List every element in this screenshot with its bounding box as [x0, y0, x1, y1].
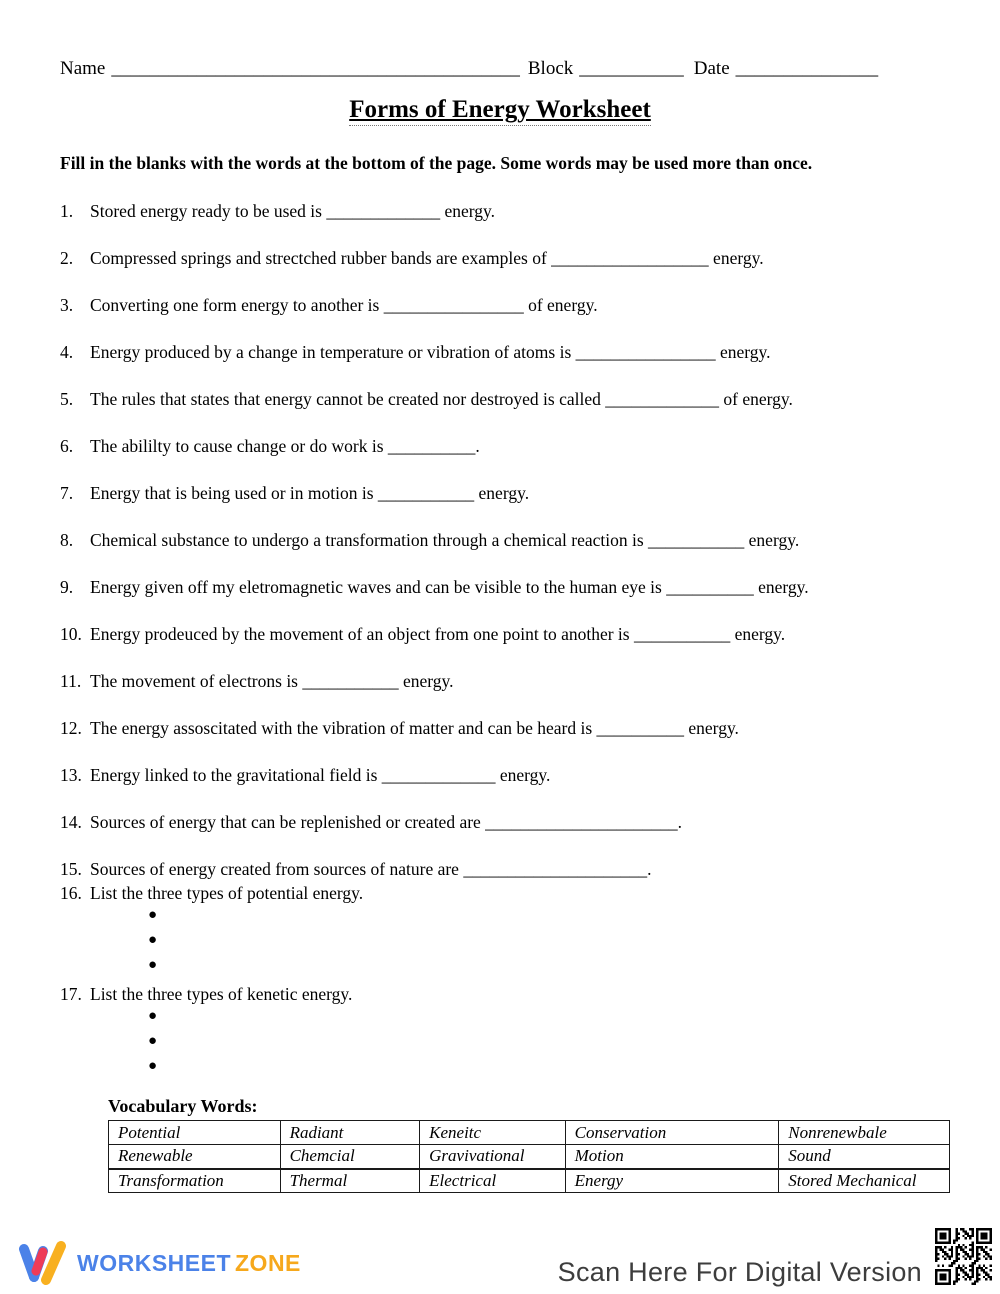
question-row-13	[60, 764, 940, 786]
question-row-4	[60, 341, 940, 363]
bullet-icon: ●	[148, 932, 158, 948]
vocab-cell: Potential	[109, 1121, 281, 1145]
name-label: Name	[60, 58, 106, 79]
vocab-cell: Transformation	[109, 1169, 281, 1193]
vocab-cell: Stored Mechanical	[779, 1169, 950, 1193]
vocab-cell: Energy	[565, 1169, 779, 1193]
question-number: 13.	[60, 765, 82, 785]
vocab-cell: Motion	[565, 1145, 779, 1169]
block-blank: ___________	[579, 58, 684, 79]
question-text: Energy prodeuced by the movement of an object from one point to another is ___________ energy.	[90, 624, 786, 644]
question-row-16	[60, 882, 940, 904]
question-text: Sources of energy created from sources of nature are _____________________.	[90, 859, 652, 879]
scan-here-text: Scan Here For Digital Version	[557, 1257, 922, 1287]
question-text: Converting one form energy to another is ________________ of energy.	[90, 295, 598, 315]
question-text: Energy given off my eletromagnetic waves and can be visible to the human eye is __________ energy.	[90, 577, 809, 597]
question-text: List the three types of potential energy.	[90, 883, 364, 903]
date-blank: _______________	[735, 58, 879, 79]
question-row-11	[60, 670, 940, 692]
question-number: 4.	[60, 342, 74, 362]
potential-energy-bullet-list	[60, 904, 940, 979]
question-number: 8.	[60, 530, 74, 550]
question-row-3	[60, 294, 940, 316]
question-text: Energy that is being used or in motion is ___________ energy.	[90, 483, 530, 503]
worksheetzone-logo	[18, 1240, 301, 1286]
vocab-cell: Chemcial	[280, 1145, 420, 1169]
vocabulary-heading: Vocabulary Words:	[108, 1096, 258, 1116]
vocab-row	[109, 1145, 950, 1169]
bullet-icon: ●	[148, 957, 158, 973]
vocab-cell: Nonrenewbale	[779, 1121, 950, 1145]
question-text: The rules that states that energy cannot be created nor destroyed is called _____________ of energy.	[90, 389, 793, 409]
question-row-10	[60, 623, 940, 645]
name-block-date-row	[60, 58, 940, 80]
worksheetzone-logo-icon	[18, 1240, 68, 1286]
vocab-cell: Gravivational	[420, 1145, 565, 1169]
question-row-2	[60, 247, 940, 269]
question-number: 6.	[60, 436, 74, 456]
date-label: Date	[693, 58, 730, 79]
question-text: Stored energy ready to be used is _____________ energy.	[90, 201, 496, 221]
logo-word-zone: ZONE	[235, 1249, 301, 1276]
question-number: 10.	[60, 624, 82, 644]
bullet-icon: ●	[148, 1008, 158, 1024]
question-row-5	[60, 388, 940, 410]
question-text: The energy assoscitated with the vibration of matter and can be heard is __________ energy.	[90, 718, 739, 738]
qr-code	[935, 1228, 992, 1285]
bullet-icon: ●	[148, 1033, 158, 1049]
question-text: Chemical substance to undergo a transformation through a chemical reaction is ___________ energy.	[90, 530, 800, 550]
vocab-cell: Electrical	[420, 1169, 565, 1193]
question-row-7	[60, 482, 940, 504]
vocab-row	[109, 1121, 950, 1145]
question-row-9	[60, 576, 940, 598]
question-number: 17.	[60, 984, 82, 1004]
block-label: Block	[527, 58, 574, 79]
question-row-6	[60, 435, 940, 457]
question-number: 3.	[60, 295, 74, 315]
vocabulary-table	[108, 1120, 950, 1193]
question-row-15	[60, 858, 940, 880]
page-title: Forms of Energy Worksheet	[349, 96, 651, 126]
question-text: The abililty to cause change or do work is __________.	[90, 436, 480, 456]
question-list	[60, 200, 940, 1080]
vocabulary-section	[108, 1096, 950, 1193]
bullet-icon: ●	[148, 1058, 158, 1074]
question-row-1	[60, 200, 940, 222]
question-text: Compressed springs and strectched rubber bands are examples of __________________ energy.	[90, 248, 764, 268]
question-row-12	[60, 717, 940, 739]
vocab-cell: Radiant	[280, 1121, 420, 1145]
vocab-cell: Sound	[779, 1145, 950, 1169]
page-footer	[0, 1224, 1000, 1294]
bullet-icon: ●	[148, 907, 158, 923]
vocab-cell: Conservation	[565, 1121, 779, 1145]
question-number: 16.	[60, 883, 82, 903]
vocab-row	[109, 1169, 950, 1193]
question-text: Energy produced by a change in temperature or vibration of atoms is ________________ energy.	[90, 342, 771, 362]
question-number: 11.	[60, 671, 82, 691]
question-number: 14.	[60, 812, 82, 832]
question-number: 9.	[60, 577, 74, 597]
question-row-17	[60, 983, 940, 1005]
vocab-cell: Keneitc	[420, 1121, 565, 1145]
question-number: 7.	[60, 483, 74, 503]
question-text: Energy linked to the gravitational field is _____________ energy.	[90, 765, 551, 785]
question-text: Sources of energy that can be replenished or created are ______________________.	[90, 812, 683, 832]
name-blank: ___________________________________________	[111, 58, 520, 79]
question-text: The movement of electrons is ___________ energy.	[90, 671, 454, 691]
logo-word-worksheet: WORKSHEET	[77, 1249, 231, 1276]
instruction-text: Fill in the blanks with the words at the bottom of the page. Some words may be used more than once.	[60, 153, 813, 173]
kinetic-energy-bullet-list	[60, 1005, 940, 1080]
vocab-cell: Thermal	[280, 1169, 420, 1193]
question-row-14	[60, 811, 940, 833]
question-number: 12.	[60, 718, 82, 738]
question-row-8	[60, 529, 940, 551]
question-number: 5.	[60, 389, 74, 409]
question-text: List the three types of kenetic energy.	[90, 984, 353, 1004]
vocab-cell: Renewable	[109, 1145, 281, 1169]
question-number: 2.	[60, 248, 74, 268]
question-number: 15.	[60, 859, 82, 879]
question-number: 1.	[60, 201, 74, 221]
